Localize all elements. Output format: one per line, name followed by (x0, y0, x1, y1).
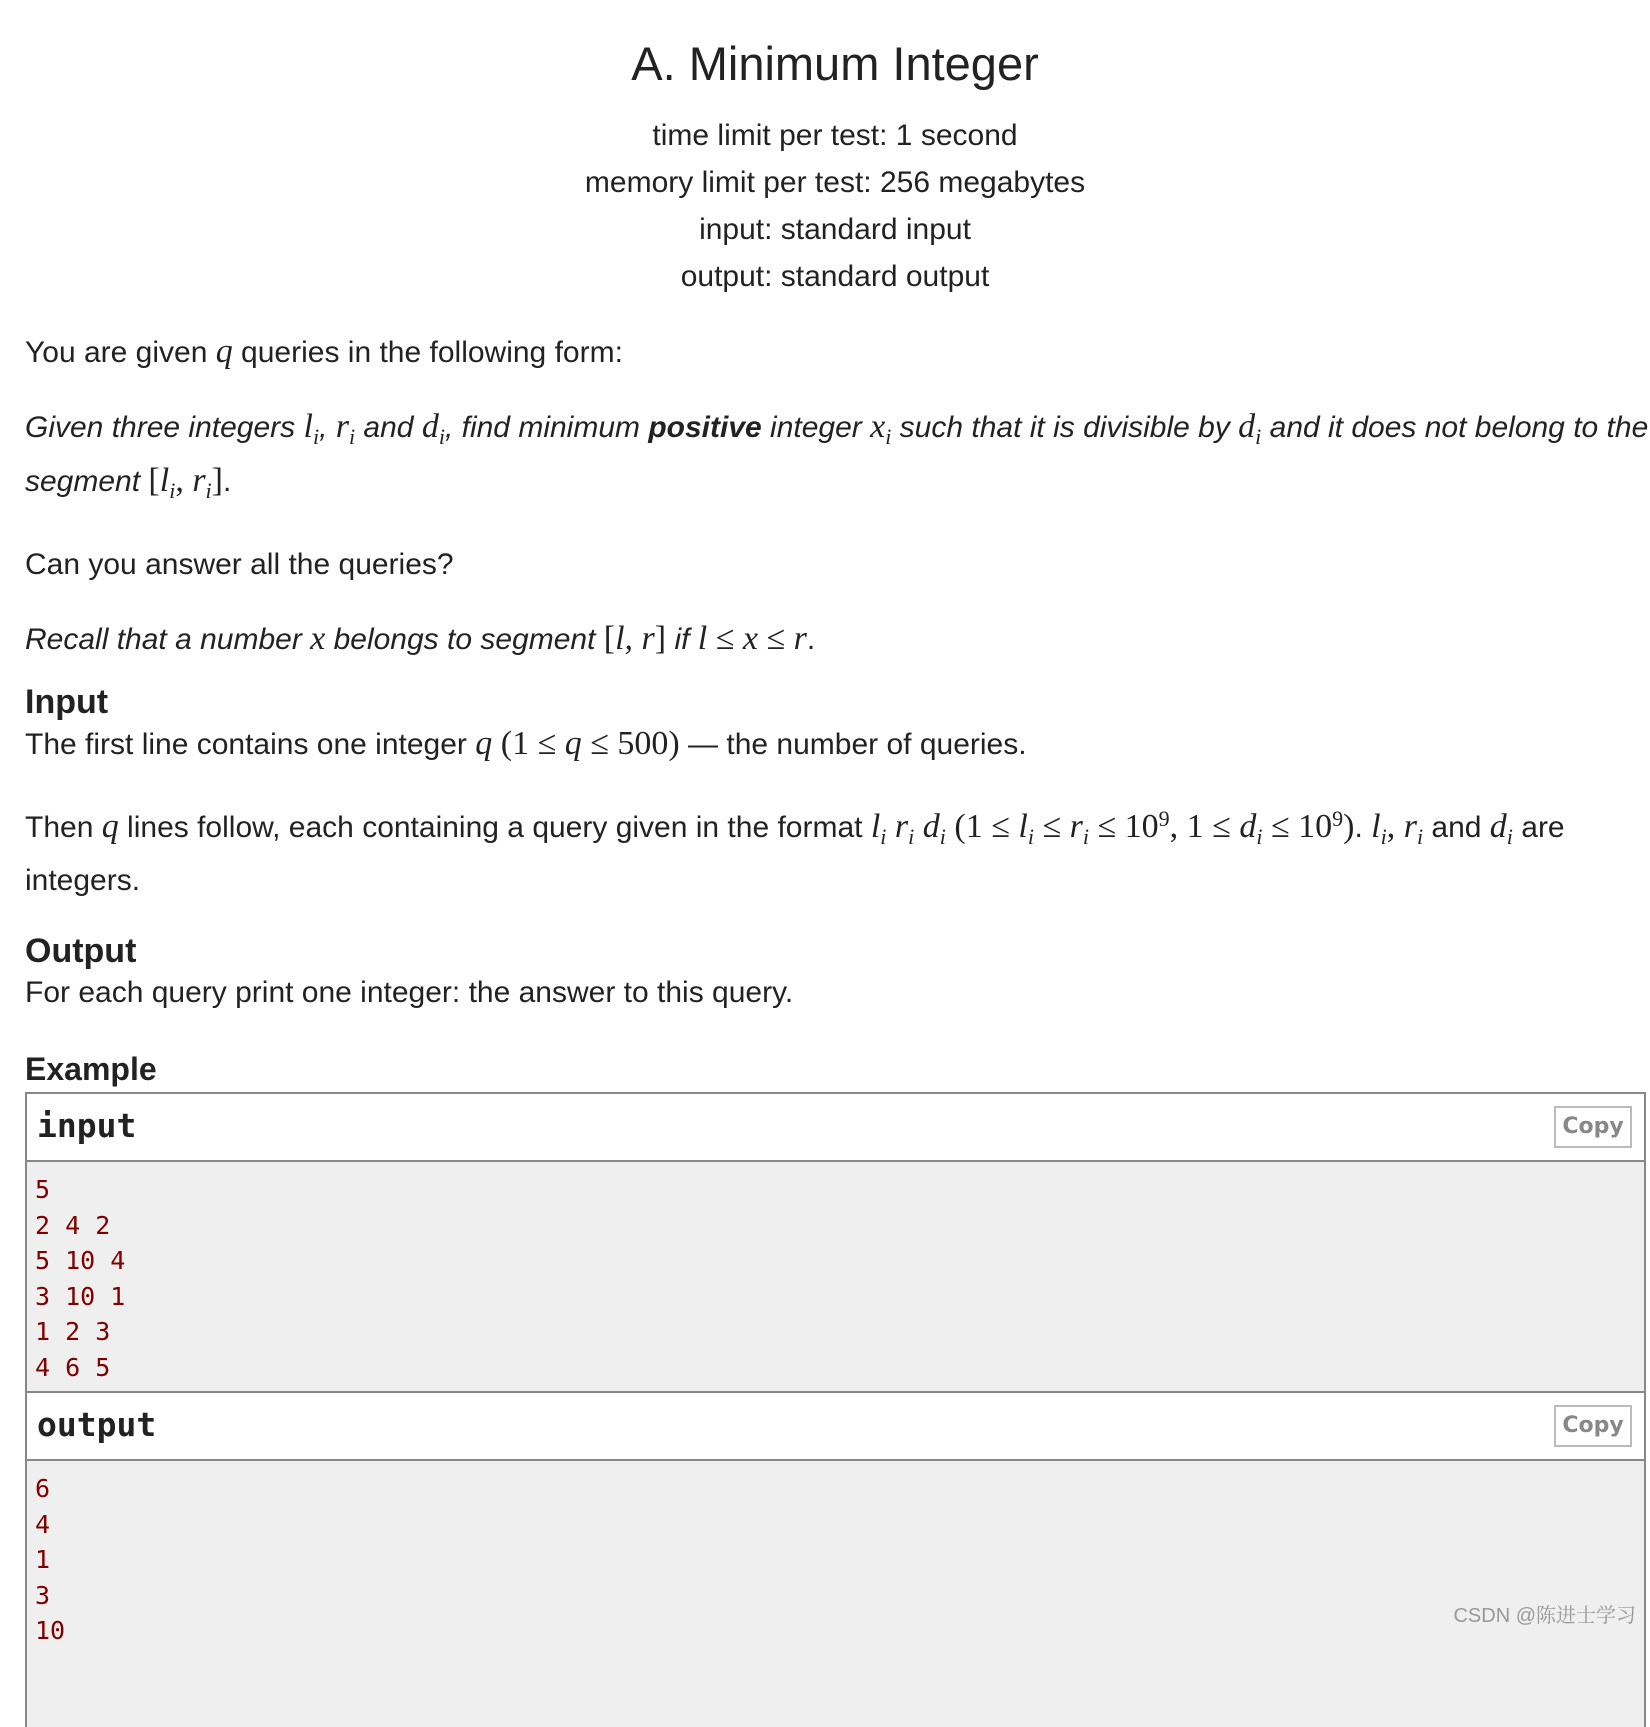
input-file: input: standard input (699, 213, 971, 246)
example-box (25, 1092, 1646, 1727)
math: 9 (1158, 806, 1170, 831)
math: r (886, 808, 909, 845)
math: r (793, 620, 807, 657)
text: and (355, 411, 422, 444)
text: and it does not belong to the segment (25, 411, 1649, 498)
text: and (1423, 811, 1490, 844)
math: ] (211, 462, 223, 499)
math: i (348, 424, 356, 449)
math: x (742, 620, 758, 657)
output-specification (25, 971, 1650, 1015)
memory-limit: memory limit per test: 256 megabytes (584, 166, 1086, 199)
math: q (215, 333, 233, 370)
text: queries in the following form: (232, 336, 623, 369)
paragraph (25, 543, 1650, 587)
math: r (192, 462, 206, 499)
math: q (475, 725, 493, 762)
math: i (939, 824, 946, 849)
math: l (159, 462, 170, 499)
output-label: output (37, 1405, 157, 1444)
text: if (666, 623, 698, 656)
math: d (1238, 408, 1256, 445)
math: ≤ (707, 620, 743, 657)
paragraph (25, 617, 1650, 662)
math: r (1403, 808, 1417, 845)
math: i (1380, 824, 1387, 849)
paragraph-gap (25, 375, 1650, 405)
problem-limits (0, 112, 1650, 300)
text: . (806, 623, 816, 656)
math: [ (148, 462, 160, 499)
math: r (335, 408, 349, 445)
math: i (205, 478, 212, 503)
time-limit: time limit per test: 1 second (652, 119, 1018, 152)
math: i (312, 424, 320, 449)
math: l (1018, 808, 1028, 845)
math: ≤ 500) (581, 725, 680, 762)
text: . (223, 465, 232, 498)
math: l, r (615, 620, 655, 657)
text: You are given (25, 336, 216, 369)
math: l (697, 620, 708, 657)
math: [ (603, 620, 616, 657)
text: Given three integers (25, 411, 304, 444)
math: i (169, 478, 176, 503)
math: i (880, 824, 887, 849)
math: , 1 ≤ (1169, 808, 1240, 845)
math: ≤ (758, 620, 794, 657)
paragraph-gap (25, 513, 1650, 543)
example-input: 5 2 4 2 5 10 4 3 10 1 1 2 3 4 6 5 (27, 1162, 1644, 1393)
output-file: output: standard output (680, 260, 990, 293)
input-heading: Input (25, 683, 109, 721)
text: Can you answer all the queries? (25, 548, 454, 581)
text: For each query print one integer: the answer to this query. (25, 976, 794, 1009)
legend (25, 330, 1650, 662)
paragraph (25, 971, 1650, 1015)
math: ≤ 10 (1262, 808, 1333, 845)
text: Then (25, 811, 102, 844)
math: i (1027, 824, 1034, 849)
text: such that it is divisible by (891, 411, 1239, 444)
math: d (1489, 808, 1507, 845)
paragraph-gap (25, 587, 1650, 617)
text: integer (761, 411, 871, 444)
input-label: input (37, 1106, 137, 1145)
paragraph (25, 405, 1650, 513)
output-heading: Output (25, 932, 137, 970)
paragraph (25, 722, 1650, 767)
text: — the number of queries. (679, 728, 1027, 761)
math: , (1386, 808, 1404, 845)
paragraph (25, 330, 1650, 375)
math: q (564, 725, 582, 762)
math: d (914, 808, 940, 845)
math: i (1416, 824, 1424, 849)
text: , find minimum (444, 411, 649, 444)
text: , (319, 411, 336, 444)
math: q (101, 808, 119, 845)
input-specification (25, 722, 1650, 903)
math: ≤ (1033, 808, 1070, 845)
math: i (1256, 824, 1263, 849)
watermark: CSDN @陈进士学习 (1453, 1605, 1636, 1627)
math: r (1069, 808, 1083, 845)
copy-output-button[interactable]: Copy (1554, 1405, 1632, 1447)
paragraph (25, 797, 1650, 903)
text: belongs to segment (325, 623, 604, 656)
math: d (1239, 808, 1257, 845)
math: ) (1343, 808, 1355, 845)
math: i (885, 424, 892, 449)
text: lines follow, each containing a query given in the format (118, 811, 871, 844)
copy-input-button[interactable]: Copy (1554, 1106, 1632, 1148)
math: x (310, 620, 326, 657)
math: 9 (1332, 806, 1344, 831)
math: i (1255, 424, 1262, 449)
output-header (27, 1393, 1644, 1461)
math: (1 ≤ (945, 808, 1019, 845)
text: The first line contains one integer (25, 728, 476, 761)
text: are integers. (25, 811, 1565, 897)
problem-statement (25, 330, 1650, 1089)
math: i (908, 824, 915, 849)
example-output: 6 4 1 3 10 (27, 1461, 1644, 1727)
math: i (438, 424, 445, 449)
text: Recall that a number (25, 623, 311, 656)
paragraph-gap (25, 767, 1650, 797)
text: . (1354, 811, 1372, 844)
math: l (303, 408, 313, 445)
input-header (27, 1094, 1644, 1162)
math: i (1506, 824, 1513, 849)
math: l (870, 808, 881, 845)
math: , (175, 462, 193, 499)
math: (1 ≤ (492, 725, 565, 762)
math: ≤ 10 (1088, 808, 1159, 845)
problem-title: A. Minimum Integer (631, 37, 1039, 90)
text: positive (648, 411, 762, 444)
math: i (1082, 824, 1089, 849)
math: x (870, 408, 886, 445)
example-heading: Example (25, 1051, 157, 1087)
math: l (1371, 808, 1381, 845)
math: d (421, 408, 439, 445)
math: ] (654, 620, 667, 657)
